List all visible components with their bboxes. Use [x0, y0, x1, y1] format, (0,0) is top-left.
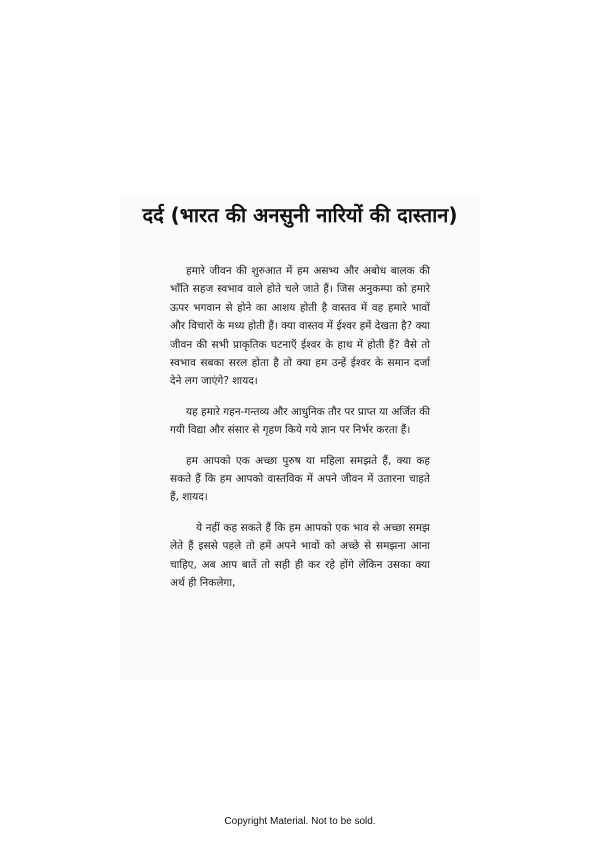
copyright-footer: Copyright Material. Not to be sold. — [224, 816, 376, 827]
paragraph-1: हमारे जीवन की शुरुआत में हम असभ्य और अबोध बालक की भाँति सहज स्वभाव वाले होते चले जाते हैं। जिस अनुकम्पा को हमारे ऊपर भगवान से होने का आशय होती है वास्तव में वह हमारे भावों और विचारों के मध्य होती हैं। क्या वास्तव में ईश्वर हमें देखता है? क्या जीवन की सभी प्राकृतिक घटनाएँ ईश्वर के हाथ में होती हैं? वैसे तो स्वभाव सबका सरल होता है तो क्या हम उन्हें ईश्वर के समान दर्जा देने लग जाएंगे? शायद। — [170, 265, 430, 388]
body-text — [170, 262, 430, 605]
paragraph-2: यह हमारे गहन-गन्तव्य और आधुनिक तौर पर प्राप्त या अर्जित की गयी विद्या और संसार से गृहण किये गये ज्ञान पर निर्भर करता हैं। — [170, 405, 430, 437]
chapter-title: दर्द (भारत की अनसुनी नारियों की दास्तान) — [142, 203, 458, 227]
paragraph-4: ये नहीं कह सकते हैं कि हम आपको एक भाव से अच्छा समझ लेते हैं इससे पहले तो हमें अपने भावों को अच्छे से समझना आना चाहिए, अब आप बातें तो सही ही कर रहे होंगे लेकिन उसका क्या अर्थ ही निकलेगा, — [170, 521, 430, 590]
paragraph-3: हम आपको एक अच्छा पुरुष या महिला समझते हैं, क्या कह सकते हैं कि हम आपको वास्तविक में अपने जीवन में उतारना चाहते हैं, शायद। — [170, 454, 430, 504]
